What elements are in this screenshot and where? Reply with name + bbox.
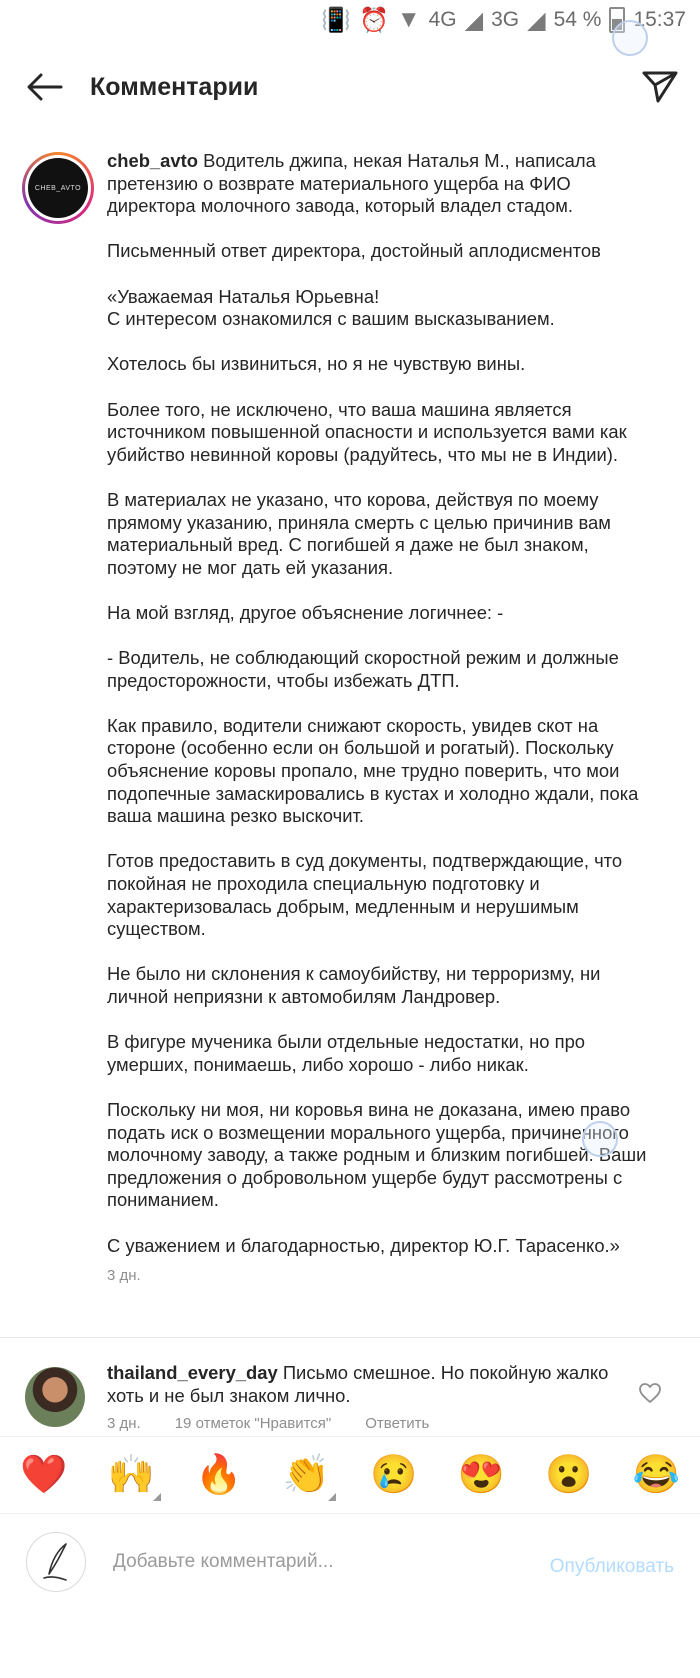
signal-icon: ◢ (464, 6, 484, 34)
vibrate-icon: 📳 (321, 6, 351, 34)
wifi-icon: ▼ (396, 6, 421, 33)
post-author-avatar[interactable] (22, 152, 94, 224)
emoji-fire-button[interactable]: 🔥 (195, 1454, 243, 1496)
clock: 15:37 (633, 8, 686, 31)
emoji-laughing-button[interactable]: 😂 (632, 1454, 680, 1496)
emoji-clap-button[interactable] (278, 1447, 334, 1503)
publish-button[interactable]: Опубликовать (549, 1556, 674, 1577)
comment-composer (0, 1522, 700, 1602)
network-4g: 4G (428, 8, 457, 31)
post-caption (0, 150, 700, 1284)
network-3g: 3G (491, 8, 520, 31)
skin-tone-indicator-2 (328, 1493, 336, 1501)
caption-text (107, 150, 660, 1257)
reply-button[interactable]: Ответить (365, 1415, 430, 1432)
comment-username[interactable]: thailand_every_day (107, 1362, 278, 1383)
comment-text (107, 1362, 630, 1407)
commenter-avatar[interactable] (25, 1367, 85, 1427)
avatar-logo: CHEB_AVTO (28, 158, 88, 218)
comment-timestamp: 3 дн. (107, 1415, 141, 1432)
comment-likes[interactable]: 19 отметок "Нравится" (174, 1415, 332, 1432)
touch-indicator-2 (582, 1121, 618, 1157)
current-user-avatar (26, 1532, 86, 1592)
signal-icon-2: ◢ (527, 6, 546, 34)
post-username[interactable]: cheb_avto (107, 150, 198, 171)
emoji-surprised-button[interactable]: 😮 (545, 1454, 593, 1496)
direct-send-icon (642, 70, 678, 104)
post-timestamp: 3 дн. (107, 1267, 141, 1285)
emoji-raised-hands: 🙌 (107, 1454, 155, 1496)
emoji-crying-button[interactable]: 😢 (370, 1454, 418, 1496)
share-button[interactable] (620, 52, 700, 122)
emoji-raised-hands-button[interactable] (103, 1447, 159, 1503)
app-header (0, 52, 700, 122)
emoji-heart-eyes-button[interactable]: 😍 (457, 1454, 505, 1496)
caption-body: Водитель джипа, некая Наталья М., написала претензию о возврате материального ущерба на ФИО директора молочного завода, который владел стадом. Письменный ответ директора, достойный аплодисментов «Уважаемая Наталья Юрьевна! С интересом ознакомился с вашим высказыванием. Хотелось бы извиниться, но я не чувствую вины. Более того, не исключено, что ваша машина является источником повышенной опасности и используется вами как убийство невинной коровы (радуйтесь, что мы не в Индии). В материалах не указано, что корова, действуя по моему прямому указанию, приняла смерть с целью причинив вам материальный вред. С погибшей я даже не был знаком, поэтому не мог дать ей указания. На мой взгляд, другое объяснение логичнее: - - Водитель, не соблюдающий скоростной режим и должные предосторожности, чтобы избежать ДТП. Как правило, водители снижают скорость, увидев скот на стороне (особенно если он большой и рогатый). Поскольку объяснение коровы пропало, мне трудно поверить, что мои подопечные замаскировались в кустах и холодно ждали, пока ваша машина резко выскочит. Готов предоставить в суд документы, подтверждающие, что покойная не проходила специальную подготовку и характеризовалась добрым, медленным и нерушимым существом. Не было ни склонения к самоубийству, ни терроризму, ни личной неприязни к автомобилям Ландровер. В фигуре мученика были отдельные недостатки, но про умерших, понимаешь, либо хорошо - либо никак. Поскольку ни моя, ни коровья вина не доказана, имею право подать иск о возмещении морального ущерба, причиненного молочному заводу, а также родным и близким погибшей. Ваши предложения о добровольном ущербе будут рассмотрены с пониманием. С уважением и благодарностью, директор Ю.Г. Тарасенко.» (107, 150, 647, 1256)
alarm-icon: ⏰ (358, 6, 389, 34)
heart-outline-icon[interactable] (638, 1382, 662, 1404)
page-title: Комментарии (90, 72, 259, 101)
emoji-clap: 👏 (282, 1454, 330, 1496)
comment-meta (107, 1415, 630, 1432)
skin-tone-indicator (153, 1493, 161, 1501)
back-button[interactable] (0, 52, 90, 122)
status-bar (0, 0, 700, 40)
emoji-heart-button[interactable]: ❤️ (20, 1454, 68, 1496)
comment-body: Письмо смешное. Но покойную жалко хоть и не был знаком лично. (107, 1362, 609, 1406)
battery-percent: 54 % (553, 8, 602, 31)
quill-drawing-icon (36, 1540, 76, 1584)
emoji-bar (0, 1436, 700, 1514)
comment-input[interactable] (113, 1551, 550, 1573)
back-arrow-icon (27, 73, 63, 101)
divider (0, 1337, 700, 1338)
touch-indicator (612, 20, 648, 56)
comment-item (0, 1362, 700, 1432)
